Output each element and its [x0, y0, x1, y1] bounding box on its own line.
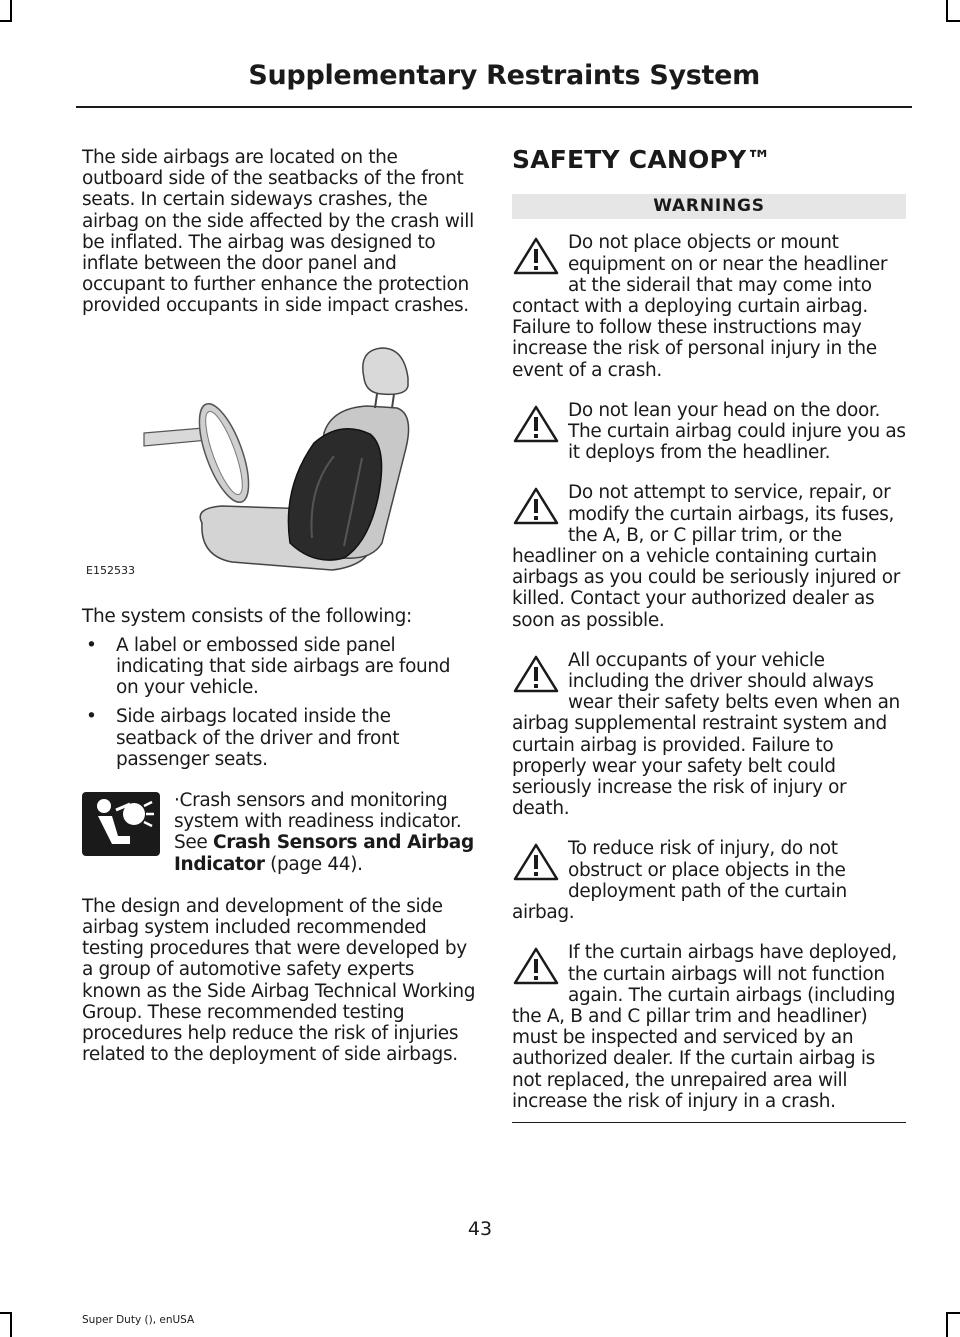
crop-mark [0, 1312, 12, 1314]
warnings-end-rule [512, 1122, 906, 1123]
warning-item [512, 232, 906, 380]
intro-paragraph: The side airbags are located on the outboard side of the seatbacks of the front seats. In certain sideways crashes, the airbag on the side affected by the crash will be inflated. The airbag was designed to inflate between the door panel and occupant to further enhance the protection provided occupants in side impact crashes. [82, 147, 474, 317]
list-item-text: Side airbags located inside the seatback of the driver and front passenger seats. [116, 706, 400, 770]
warning-text: Do not attempt to service, repair, or modify the curtain airbags, its fuses, the A, B, or C pillar trim, or the headliner on a vehicle containing curtain airbags as you could be seriously injured or killed. Contact your authorized dealer as soon as possible. [512, 482, 901, 631]
section-heading: SAFETY CANOPY™ [512, 145, 772, 174]
list-item [82, 706, 476, 770]
figure-id: E152533 [86, 564, 135, 578]
side-airbag-figure [82, 338, 476, 588]
system-list [82, 635, 476, 770]
left-column [82, 147, 476, 1086]
crash-sensors-paragraph [82, 790, 476, 875]
warning-text: If the curtain airbags have deployed, the curtain airbags will not function again. The curtain airbags (including the A, B and C pillar trim and headliner) must be inspected and serviced by an authorized dealer. If the curtain airbag is not replaced, the unrepaired area will increase the risk of injury in a crash. [512, 942, 897, 1112]
bullet-marker: • [86, 634, 97, 656]
system-intro: The system consists of the following: [82, 605, 412, 627]
design-paragraph: The design and development of the side airbag system included recommended testing procedures that were developed by a group of automotive safety experts known as the Side Airbag Technical Working Group. These recommended testing procedures help reduce the risk of injuries related to the deployment of side airbags. [82, 895, 476, 1066]
crop-mark [946, 20, 960, 22]
crop-mark [946, 0, 948, 22]
warning-item [512, 400, 906, 464]
warning-triangle-icon [512, 236, 560, 276]
publication-footer: Super Duty (), enUSA [82, 1314, 195, 1326]
crash-sensors-link[interactable]: Crash Sensors and Airbag Indicator [174, 832, 474, 875]
warning-triangle-icon [512, 654, 560, 694]
crash-sensors-page: (page 44). [264, 853, 363, 875]
page-title: Supplementary Restraints System [248, 60, 760, 91]
crop-mark [946, 1312, 960, 1314]
warning-item [512, 482, 906, 630]
crash-sensors-text: ·Crash sensors and monitoring system with readiness indicator. See [174, 790, 462, 854]
title-rule [76, 106, 912, 108]
right-column [512, 147, 906, 1123]
bullet-marker: • [86, 706, 97, 728]
warning-text: To reduce risk of injury, do not obstruct or place objects in the deployment path of the curtain airbag. [512, 838, 847, 924]
warnings-header: WARNINGS [512, 194, 906, 219]
warning-item [512, 942, 906, 1112]
crop-mark [10, 1312, 12, 1337]
airbag-indicator-icon [82, 792, 160, 856]
warning-text: Do not place objects or mount equipment on or near the headliner at the siderail that may come into contact with a deploying curtain airbag. Failure to follow these instructions may increase the risk of personal injury in the event of a crash. [512, 232, 888, 381]
crop-mark [0, 20, 12, 22]
list-item [82, 635, 476, 699]
crop-mark [10, 0, 12, 22]
warning-triangle-icon [512, 842, 560, 882]
crop-mark [946, 1312, 948, 1337]
warning-triangle-icon [512, 486, 560, 526]
seat-airbag-illustration [82, 338, 476, 588]
warning-item [512, 838, 906, 923]
warning-text: All occupants of your vehicle including the driver should always wear their safety belts even when an airbag supplemental restraint system and curtain airbag is provided. Failure to properly wear your safety belt could seriously increase the risk of injury or death. [512, 649, 900, 820]
warning-text: Do not lean your head on the door. The curtain airbag could injure you as it deploys from the headliner. [568, 399, 906, 464]
warning-triangle-icon [512, 946, 560, 986]
warning-item [512, 650, 906, 820]
page-number: 43 [467, 1218, 493, 1240]
list-item-text: A label or embossed side panel indicating that side airbags are found on your vehicle. [116, 634, 451, 699]
warning-triangle-icon [512, 404, 560, 444]
